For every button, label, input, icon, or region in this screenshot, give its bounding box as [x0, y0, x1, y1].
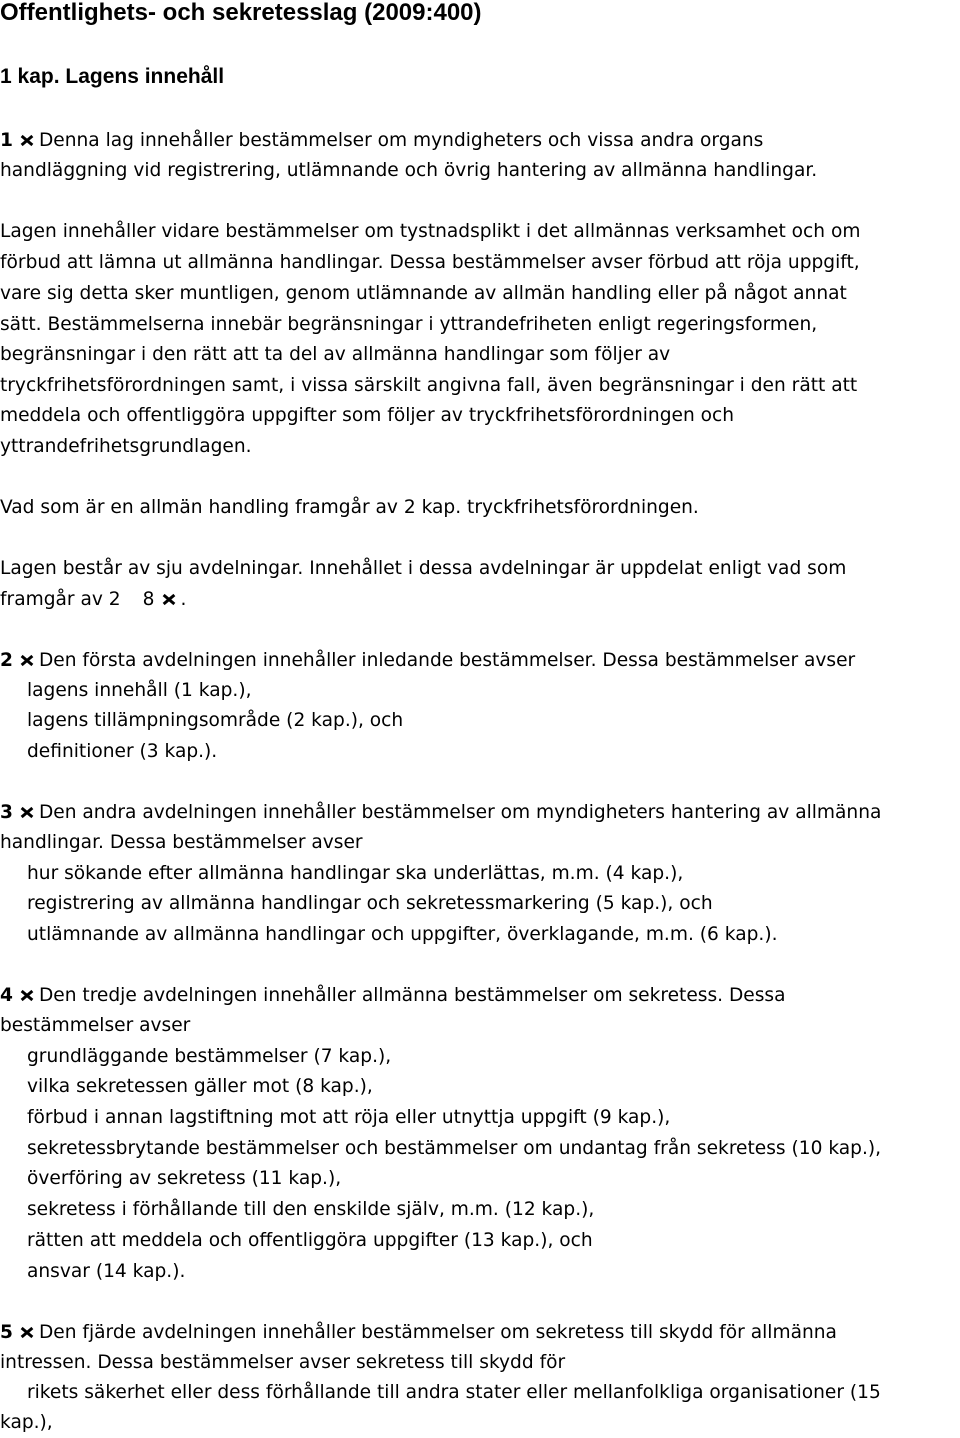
section-text: Den tredje avdelningen innehåller allmänna bestämmelser om sekretess. Dessa [38, 985, 786, 1006]
section-text: Den andra avdelningen innehåller bestämmelser om myndigheters hantering av allmänna [38, 802, 882, 823]
section-number: 5 [0, 1322, 13, 1343]
section-sign-icon [20, 805, 34, 819]
section-5-line-2: intressen. Dessa bestämmelser avser sekretess till skydd för [0, 1352, 566, 1373]
list-item: registrering av allmänna handlingar och sekretessmarkering (5 kap.), och [27, 893, 713, 914]
section-text: Den fjärde avdelningen innehåller bestämmelser om sekretess till skydd för allmänna [38, 1322, 837, 1343]
paragraph-line: yttrandefrihetsgrundlagen. [0, 436, 252, 457]
list-item: hur sökande efter allmänna handlingar ska underlättas, m.m. (4 kap.), [27, 863, 684, 884]
list-item: utlämnande av allmänna handlingar och uppgifter, överklagande, m.m. (6 kap.). [27, 924, 778, 945]
list-item: sekretessbrytande bestämmelser och bestämmelser om undantag från sekretess (10 kap.), [27, 1138, 882, 1159]
paragraph-line: Lagen består av sju avdelningar. Innehållet i dessa avdelningar är uppdelat enligt vad som [0, 558, 847, 579]
section-3-line-1 [0, 798, 881, 828]
section-number: 1 [0, 130, 13, 151]
law-title: Offentlighets- och sekretesslag (2009:400) [0, 0, 482, 26]
section-2-line-1 [0, 646, 855, 676]
text-span: framgår av 2 [0, 589, 121, 610]
list-item: överföring av sekretess (11 kap.), [27, 1168, 342, 1189]
paragraph-line: förbud att lämna ut allmänna handlingar. Dessa bestämmelser avser förbud att röja uppgift, [0, 252, 860, 273]
paragraph-line: meddela och offentliggöra uppgifter som följer av tryckfrihetsförordningen och [0, 405, 735, 426]
list-item: sekretess i förhållande till den enskilde själv, m.m. (12 kap.), [27, 1199, 595, 1220]
list-item: lagens innehåll (1 kap.), [27, 680, 252, 701]
text-span: . [180, 589, 187, 610]
list-item: rikets säkerhet eller dess förhållande till andra stater eller mellanfolkliga organisationer (15 [27, 1382, 881, 1403]
section-number: 4 [0, 985, 13, 1006]
section-4-line-2: bestämmelser avser [0, 1015, 191, 1036]
paragraph-line: vare sig detta sker muntligen, genom utlämnande av allmän handling eller på något annat [0, 283, 847, 304]
list-item: grundläggande bestämmelser (7 kap.), [27, 1046, 392, 1067]
paragraph-line: Lagen innehåller vidare bestämmelser om tystnadsplikt i det allmännas verksamhet och om [0, 221, 861, 242]
section-4-line-1 [0, 981, 786, 1011]
section-sign-icon [20, 133, 34, 147]
list-item: förbud i annan lagstiftning mot att röja eller utnyttja uppgift (9 kap.), [27, 1107, 671, 1128]
section-1-line-1 [0, 126, 763, 156]
text-span: 8 [142, 589, 155, 610]
paragraph-line [0, 585, 186, 615]
section-text: Den första avdelningen innehåller inledande bestämmelser. Dessa bestämmelser avser [38, 650, 856, 671]
paragraph-line: sätt. Bestämmelserna innebär begränsningar i yttrandefriheten enligt regeringsformen, [0, 314, 818, 335]
section-text: Denna lag innehåller bestämmelser om myndigheters och vissa andra organs [38, 130, 764, 151]
list-item: definitioner (3 kap.). [27, 741, 218, 762]
section-1-line-2: handläggning vid registrering, utlämnande och övrig hantering av allmänna handlingar. [0, 160, 818, 181]
list-item: vilka sekretessen gäller mot (8 kap.), [27, 1076, 373, 1097]
section-number: 2 [0, 650, 13, 671]
paragraph-line: Vad som är en allmän handling framgår av 2 kap. tryckfrihetsförordningen. [0, 497, 699, 518]
paragraph-line: tryckfrihetsförordningen samt, i vissa särskilt angivna fall, även begränsningar i den rätt att [0, 375, 858, 396]
section-sign-icon [162, 592, 176, 606]
list-item-continuation: kap.), [0, 1412, 53, 1433]
section-sign-icon [20, 988, 34, 1002]
list-item: lagens tillämpningsområde (2 kap.), och [27, 710, 404, 731]
section-3-line-2: handlingar. Dessa bestämmelser avser [0, 832, 363, 853]
section-number: 3 [0, 802, 13, 823]
paragraph-line: begränsningar i den rätt att ta del av allmänna handlingar som följer av [0, 344, 671, 365]
chapter-heading: 1 kap. Lagens innehåll [0, 65, 225, 88]
list-item: ansvar (14 kap.). [27, 1261, 186, 1282]
section-sign-icon [20, 653, 34, 667]
section-sign-icon [20, 1325, 34, 1339]
section-5-line-1 [0, 1318, 837, 1348]
list-item: rätten att meddela och offentliggöra uppgifter (13 kap.), och [27, 1230, 593, 1251]
